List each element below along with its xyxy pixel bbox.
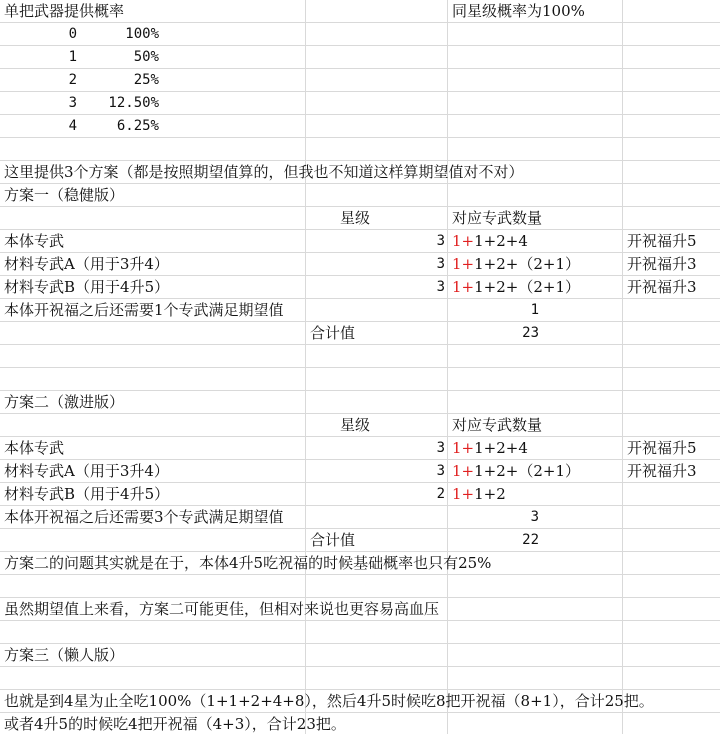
sheet-row	[0, 161, 720, 184]
prob-key-cell[interactable]: 2	[68, 72, 77, 88]
total-label-cell[interactable]: 合计值	[310, 531, 356, 549]
star-cell[interactable]: 3	[436, 256, 445, 272]
count-cell[interactable]: 1+1+2	[452, 485, 506, 503]
sheet-row	[0, 207, 720, 230]
weapon-name-cell[interactable]: 本体专武	[4, 439, 65, 457]
star-cell[interactable]: 3	[436, 233, 445, 249]
star-cell[interactable]: 2	[436, 486, 445, 502]
weapon-name-cell[interactable]: 材料专武B（用于4升5）	[4, 485, 170, 503]
plan1-row	[0, 253, 720, 276]
plan2-row	[0, 483, 720, 506]
weapon-name-cell[interactable]: 材料专武A（用于3升4）	[4, 462, 169, 480]
prob-row	[0, 92, 720, 115]
plan3-line2-cell[interactable]: 或者4升5的时候吃4把开祝福（4+3），合计23把。	[4, 715, 346, 733]
plan3-title-cell[interactable]: 方案三（懒人版）	[4, 646, 125, 664]
prob-key-cell[interactable]: 4	[68, 118, 77, 134]
note-cell[interactable]: 开祝福升5	[627, 439, 697, 457]
prob-row	[0, 46, 720, 69]
prob-row	[0, 23, 720, 46]
plan1-header-star[interactable]: 星级	[340, 209, 371, 227]
note-cell[interactable]: 开祝福升3	[627, 462, 697, 480]
count-cell[interactable]: 1+1+2+（2+1）	[452, 255, 581, 273]
plan2-header-star[interactable]: 星级	[340, 416, 371, 434]
prob-value-cell[interactable]: 25%	[133, 72, 159, 88]
star-cell[interactable]: 3	[436, 463, 445, 479]
same-star-note-cell[interactable]: 同星级概率为100%	[452, 2, 585, 20]
plan1-row	[0, 230, 720, 253]
star-cell[interactable]: 3	[436, 440, 445, 456]
sheet-row	[0, 506, 720, 529]
prob-value-cell[interactable]: 6.25%	[116, 118, 159, 134]
weapon-name-cell[interactable]: 本体专武	[4, 232, 65, 250]
prob-value-cell[interactable]: 12.50%	[108, 95, 159, 111]
prob-value-cell[interactable]: 100%	[125, 26, 159, 42]
count-cell[interactable]: 1+1+2+4	[452, 439, 528, 457]
intro-cell[interactable]: 这里提供3个方案（都是按照期望值算的，但我也不知道这样算期望值对不对）	[4, 163, 524, 181]
plan2-comment-cell[interactable]: 虽然期望值上来看，方案二可能更佳，但相对来说也更容易高血压	[4, 600, 440, 618]
total-label-cell[interactable]: 合计值	[310, 324, 356, 342]
plan1-row	[0, 276, 720, 299]
need-text-cell[interactable]: 本体开祝福之后还需要3个专武满足期望值	[4, 508, 284, 526]
sheet-row	[0, 598, 720, 621]
total-value-cell[interactable]: 23	[522, 325, 539, 341]
sheet-row	[0, 391, 720, 414]
plan2-row	[0, 437, 720, 460]
count-cell[interactable]: 1+1+2+（2+1）	[452, 278, 581, 296]
sheet-row	[0, 644, 720, 667]
note-cell[interactable]: 开祝福升5	[627, 232, 697, 250]
need-value-cell[interactable]: 1	[530, 302, 539, 318]
prob-title-cell[interactable]: 单把武器提供概率	[4, 2, 125, 20]
prob-key-cell[interactable]: 1	[68, 49, 77, 65]
prob-row	[0, 115, 720, 138]
prob-value-cell[interactable]: 50%	[133, 49, 159, 65]
note-cell[interactable]: 开祝福升3	[627, 278, 697, 296]
weapon-name-cell[interactable]: 材料专武A（用于3升4）	[4, 255, 169, 273]
count-cell[interactable]: 1+1+2+4	[452, 232, 528, 250]
count-cell[interactable]: 1+1+2+（2+1）	[452, 462, 581, 480]
sheet-row	[0, 322, 720, 345]
plan1-header-count[interactable]: 对应专武数量	[452, 209, 543, 227]
prob-key-cell[interactable]: 0	[68, 26, 77, 42]
sheet-row	[0, 713, 720, 736]
prob-key-cell[interactable]: 3	[68, 95, 77, 111]
need-value-cell[interactable]: 3	[530, 509, 539, 525]
star-cell[interactable]: 3	[436, 279, 445, 295]
plan2-problem-cell[interactable]: 方案二的问题其实就是在于，本体4升5吃祝福的时候基础概率也只有25%	[4, 554, 492, 572]
sheet-row	[0, 690, 720, 713]
sheet-row	[0, 299, 720, 322]
sheet-row	[0, 0, 720, 23]
plan1-title-cell[interactable]: 方案一（稳健版）	[4, 186, 125, 204]
plan2-title-cell[interactable]: 方案二（激进版）	[4, 393, 125, 411]
plan3-line1-cell[interactable]: 也就是到4星为止全吃100%（1+1+2+4+8），然后4升5时候吃8把开祝福（8+1），合计25把。	[4, 692, 654, 710]
plan2-row	[0, 460, 720, 483]
weapon-name-cell[interactable]: 材料专武B（用于4升5）	[4, 278, 170, 296]
prob-row	[0, 69, 720, 92]
sheet-row	[0, 529, 720, 552]
plan2-header-count[interactable]: 对应专武数量	[452, 416, 543, 434]
need-text-cell[interactable]: 本体开祝福之后还需要1个专武满足期望值	[4, 301, 284, 319]
sheet-row	[0, 552, 720, 575]
sheet-row	[0, 184, 720, 207]
sheet-row	[0, 414, 720, 437]
note-cell[interactable]: 开祝福升3	[627, 255, 697, 273]
total-value-cell[interactable]: 22	[522, 532, 539, 548]
